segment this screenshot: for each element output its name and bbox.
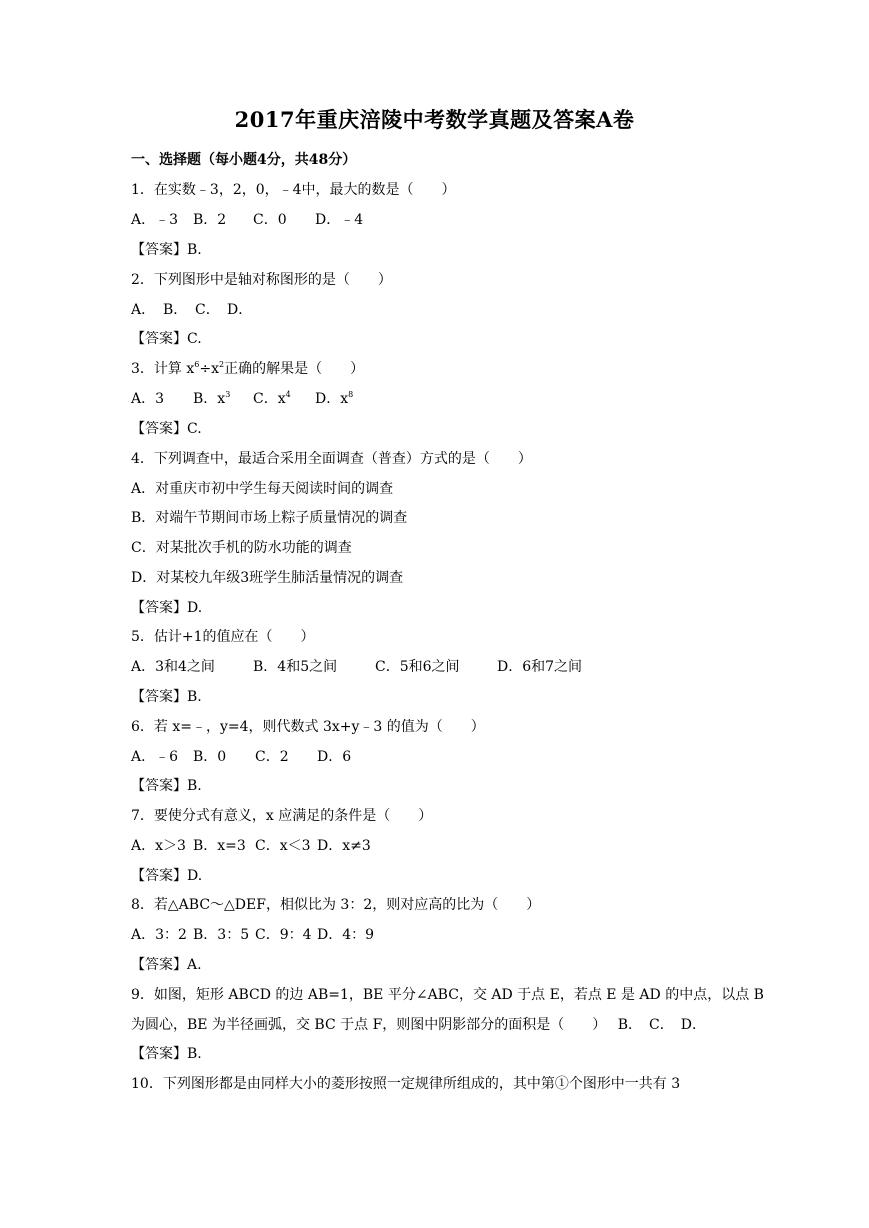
option-a: A．3：2 xyxy=(131,927,187,943)
option-c: C．5和6之间 xyxy=(375,659,460,675)
answer-7: 【答案】D. xyxy=(131,868,203,884)
answer-3: 【答案】C. xyxy=(131,421,202,437)
option-d: D．4：9 xyxy=(317,927,375,943)
question-3 xyxy=(131,360,364,378)
option-b: B．x=3 xyxy=(193,838,246,854)
document-title: 2017年重庆涪陵中考数学真题及答案A卷 xyxy=(234,107,635,132)
option-d: D．x≠3 xyxy=(317,838,371,854)
option-a: A．﹣3 xyxy=(131,212,179,228)
option-b-exp: 3 xyxy=(225,390,231,399)
section-heading: 一、选择题（每小题4分，共48分） xyxy=(131,152,357,168)
answer-6: 【答案】B. xyxy=(131,778,202,794)
question-7: 7．要使分式有意义，x 应满足的条件是（ ） xyxy=(131,808,433,824)
question-1: 1．在实数﹣3，2，0，﹣4中，最大的数是（ ） xyxy=(131,182,456,198)
option-a: A．3和4之间 xyxy=(131,659,215,675)
option-b: B．0 xyxy=(193,749,227,765)
q3-stem-pre: 3．计算 x xyxy=(131,361,195,377)
question-4-option-a: A．对重庆市初中学生每天阅读时间的调查 xyxy=(131,481,394,497)
option-b: B．3：5 xyxy=(193,927,250,943)
answer-5: 【答案】B. xyxy=(131,689,202,705)
option-d: D． xyxy=(227,302,253,318)
option-c: C．x＜3 xyxy=(255,838,311,854)
question-8-options xyxy=(131,926,374,944)
option-b: B．$x^3$ xyxy=(193,390,231,407)
question-8: 8．若△ABC～△DEF，相似比为 3：2，则对应高的比为（ ） xyxy=(131,897,541,913)
option-a: A． xyxy=(131,302,156,318)
question-5-options xyxy=(131,658,582,676)
option-b: B．4和5之间 xyxy=(253,659,338,675)
question-6-options xyxy=(131,748,351,766)
question-6: 6．若 x=﹣，y=4，则代数式 3x+y﹣3 的值为（ ） xyxy=(131,719,485,735)
q3-exp-1: 6 xyxy=(194,360,200,369)
option-b: B． xyxy=(163,302,188,318)
question-4-option-c: C．对某批次手机的防水功能的调查 xyxy=(131,540,352,556)
question-4-option-d: D．对某校九年级3班学生肺活量情况的调查 xyxy=(131,570,404,586)
q3-stem-post: 正确的解果是（ ） xyxy=(224,361,365,377)
option-c-exp: 4 xyxy=(285,390,291,399)
answer-2: 【答案】C. xyxy=(131,331,202,347)
question-9-line-2: 为圆心，BE 为半径画弧，交 BC 于点 F，则图中阴影部分的面积是（ ） B． C． D． xyxy=(131,1017,706,1033)
q3-exp-2: 2 xyxy=(219,360,225,369)
option-d-exp: 8 xyxy=(348,390,354,399)
option-d: D．﹣4 xyxy=(315,212,364,228)
option-c: C．$x^4$ xyxy=(253,390,291,407)
option-a: A．3 xyxy=(131,391,165,407)
answer-9: 【答案】B. xyxy=(131,1046,202,1062)
question-7-options xyxy=(131,837,371,855)
question-5: 5．估计+1的值应在（ ） xyxy=(131,629,315,645)
option-d: D．6 xyxy=(317,749,352,765)
q3-stem-mid: ÷x xyxy=(199,361,219,377)
question-4: 4．下列调查中，最适合采用全面调查（普查）方式的是（ ） xyxy=(131,451,532,467)
answer-1: 【答案】B. xyxy=(131,242,202,258)
option-d: D．$x^8$ xyxy=(315,390,354,407)
option-c: C．9：4 xyxy=(255,927,312,943)
question-9-line-1: 9．如图，矩形 ABCD 的边 AB=1，BE 平分∠ABC，交 AD 于点 E，若点 E 是 AD 的中点，以点 B xyxy=(131,987,764,1003)
question-4-option-b: B．对端午节期间市场上粽子质量情况的调查 xyxy=(131,510,408,526)
option-a: A．x＞3 xyxy=(131,838,186,854)
answer-8: 【答案】A. xyxy=(131,957,202,973)
option-c: C． xyxy=(195,302,220,318)
option-d: D．6和7之间 xyxy=(497,659,583,675)
question-10-line-1: 10．下列图形都是由同样大小的菱形按照一定规律所组成的，其中第①个图形中一共有 3 xyxy=(131,1076,681,1092)
question-1-options xyxy=(131,211,363,229)
option-b: B．2 xyxy=(193,212,227,228)
option-c: C．0 xyxy=(253,212,287,228)
question-2-options xyxy=(131,301,252,319)
option-a: A．﹣6 xyxy=(131,749,179,765)
question-3-options xyxy=(131,390,353,408)
option-c: C．2 xyxy=(255,749,289,765)
answer-4: 【答案】D. xyxy=(131,600,203,616)
question-2: 2．下列图形中是轴对称图形的是（ ） xyxy=(131,272,392,288)
